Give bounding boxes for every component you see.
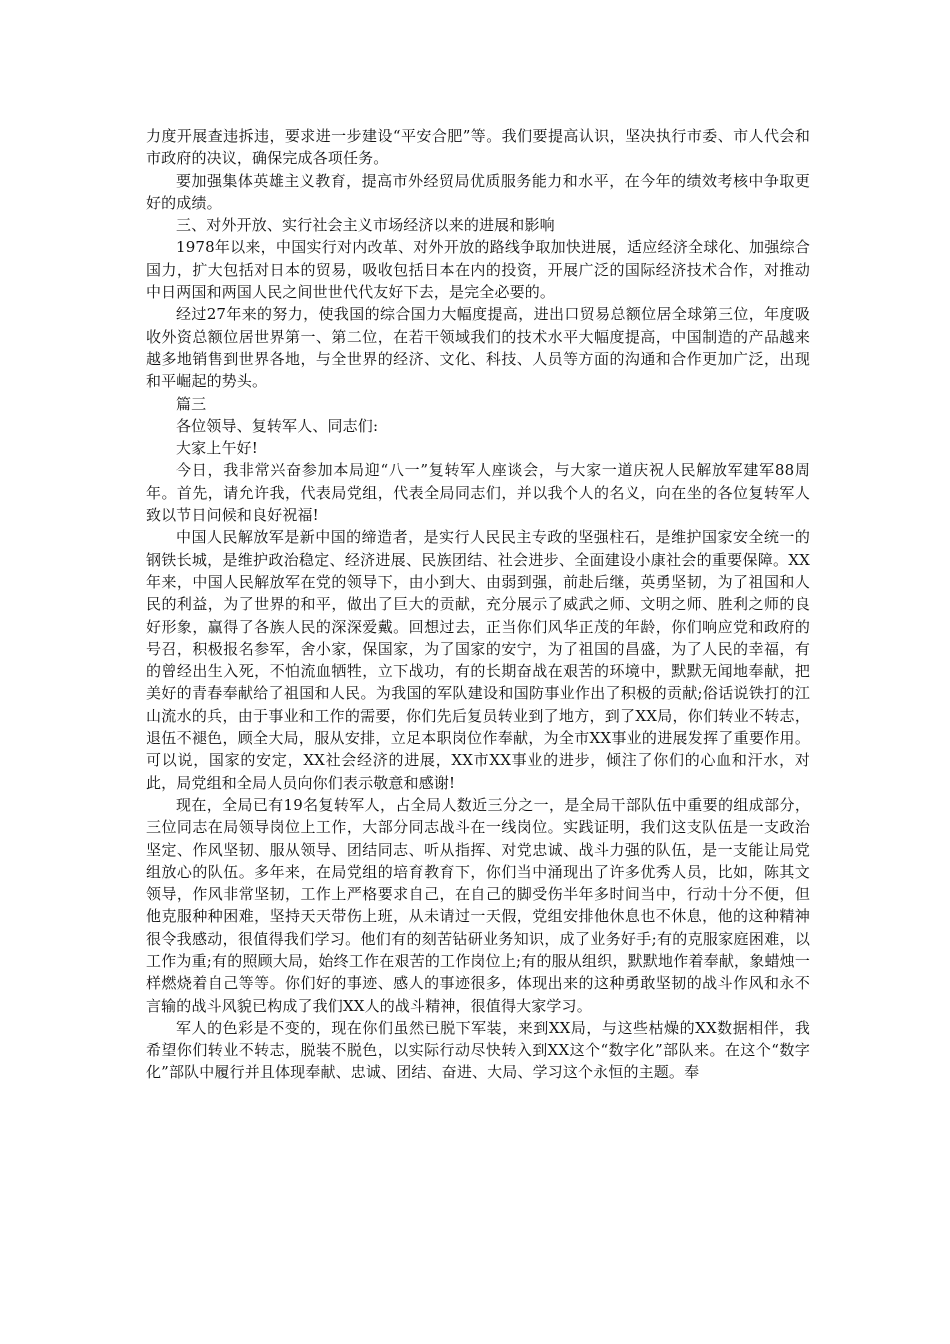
section-heading: 三、对外开放、实行社会主义市场经济以来的进展和影响 <box>176 216 555 235</box>
paragraph: 经过27年来的努力，使我国的综合国力大幅度提高，进出口贸易总额位居全球第三位，年度吸收外资总额位居世界第一、第二位，在若干领域我们的技术水平大幅度提高，中国制造的产品越来越多地销售到世界各地，与全世界的经济、文化、科技、人员等方面的沟通和合作更加广泛，出现和平崛起的势头。 <box>146 305 810 391</box>
greeting: 大家上午好! <box>176 439 258 458</box>
salutation: 各位领导、复转军人、同志们: <box>176 416 379 435</box>
paragraph: 中国人民解放军是新中国的缔造者，是实行人民民主专政的坚强柱石，是维护国家安全统一的钢铁长城，是维护政治稳定、经济进展、民族团结、社会进步、全面建设小康社会的重要保障。XX年来，中国人民解放军在党的领导下，由小到大、由弱到强，前赴后继，英勇坚韧，为了祖国和人民的利益，为了世界的和平，做出了巨大的贡献，充分展示了威武之师、文明之师、胜利之师的良好形象，赢得了各族人民的深深爱戴。回想过去，正当你们风华正茂的年龄，你们响应党和政府的号召，积极报名参军，舍小家，保国家，为了国家的安宁，为了祖国的昌盛，为了人民的幸福，有的曾经出生入死，不怕流血牺牲，立下战功，有的长期奋战在艰苦的环境中，默默无闻地奉献，把美好的青春奉献给了祖国和人民。为我国的军队建设和国防事业作出了积极的贡献;俗话说铁打的江山流水的兵，由于事业和工作的需要，你们先后复员转业到了地方，到了XX局，你们转业不转志，退伍不褪色，顾全大局，服从安排，立足本职岗位作奉献，为全市XX事业的进展发挥了重要作用。可以说，国家的安定，XX社会经济的进展，XX市XX事业的进步，倾注了你们的心血和汗水，对此，局党组和全局人员向你们表示敬意和感谢! <box>146 528 810 792</box>
document-body <box>146 125 810 1084</box>
section-heading: 篇三 <box>176 394 207 413</box>
paragraph: 要加强集体英雄主义教育，提高市外经贸局优质服务能力和水平，在今年的绩效考核中争取更好的成绩。 <box>146 171 810 212</box>
paragraph: 现在，全局已有19名复转军人，占全局人数近三分之一，是全局干部队伍中重要的组成部分，三位同志在局领导岗位上工作，大部分同志战斗在一线岗位。实践证明，我们这支队伍是一支政治坚定、作风坚韧、服从领导、团结同志、听从指挥、对党忠诚、战斗力强的队伍，是一支能让局党组放心的队伍。多年来，在局党组的培育教育下，你们当中涌现出了许多优秀人员，比如，陈其文领导，作风非常坚韧，工作上严格要求自己，在自己的脚受伤半年多时间当中，行动十分不便，但他克服种种困难，坚持天天带伤上班，从未请过一天假，党组安排他休息也不休息，他的这种精神很令我感动，很值得我们学习。他们有的刻苦钻研业务知识，成了业务好手;有的克服家庭困难，以工作为重;有的照顾大局，始终工作在艰苦的工作岗位上;有的服从组织，默默地作着奉献，象蜡烛一样燃烧着自己等等。你们好的事迹、感人的事迹很多，体现出来的这种勇敢坚韧的战斗作风和永不言输的战斗风貌已构成了我们XX人的战斗精神，很值得大家学习。 <box>146 795 810 1015</box>
paragraph: 力度开展查违拆违，要求进一步建设“平安合肥”等。我们要提高认识，坚决执行市委、市人代会和市政府的决议，确保完成各项任务。 <box>146 127 810 168</box>
paragraph: 军人的色彩是不变的，现在你们虽然已脱下军装，来到XX局，与这些枯燥的XX数据相伴，我希望你们转业不转志，脱装不脱色，以实际行动尽快转入到XX这个“数字化”部队来。在这个“数字化”部队中履行并且体现奉献、忠诚、团结、奋进、大局、学习这个永恒的主题。奉 <box>146 1018 810 1082</box>
paragraph: 1978年以来，中国实行对内改革、对外开放的路线争取加快进展，适应经济全球化、加强综合国力，扩大包括对日本的贸易，吸收包括日本在内的投资，开展广泛的国际经济技术合作，对推动中日两国和两国人民之间世世代代友好下去，是完全必要的。 <box>146 238 810 302</box>
paragraph: 今日，我非常兴奋参加本局迎“八一”复转军人座谈会，与大家一道庆祝人民解放军建军88周年。首先，请允许我，代表局党组，代表全局同志们，并以我个人的名义，向在坐的各位复转军人致以节日问候和良好祝福! <box>146 461 810 525</box>
